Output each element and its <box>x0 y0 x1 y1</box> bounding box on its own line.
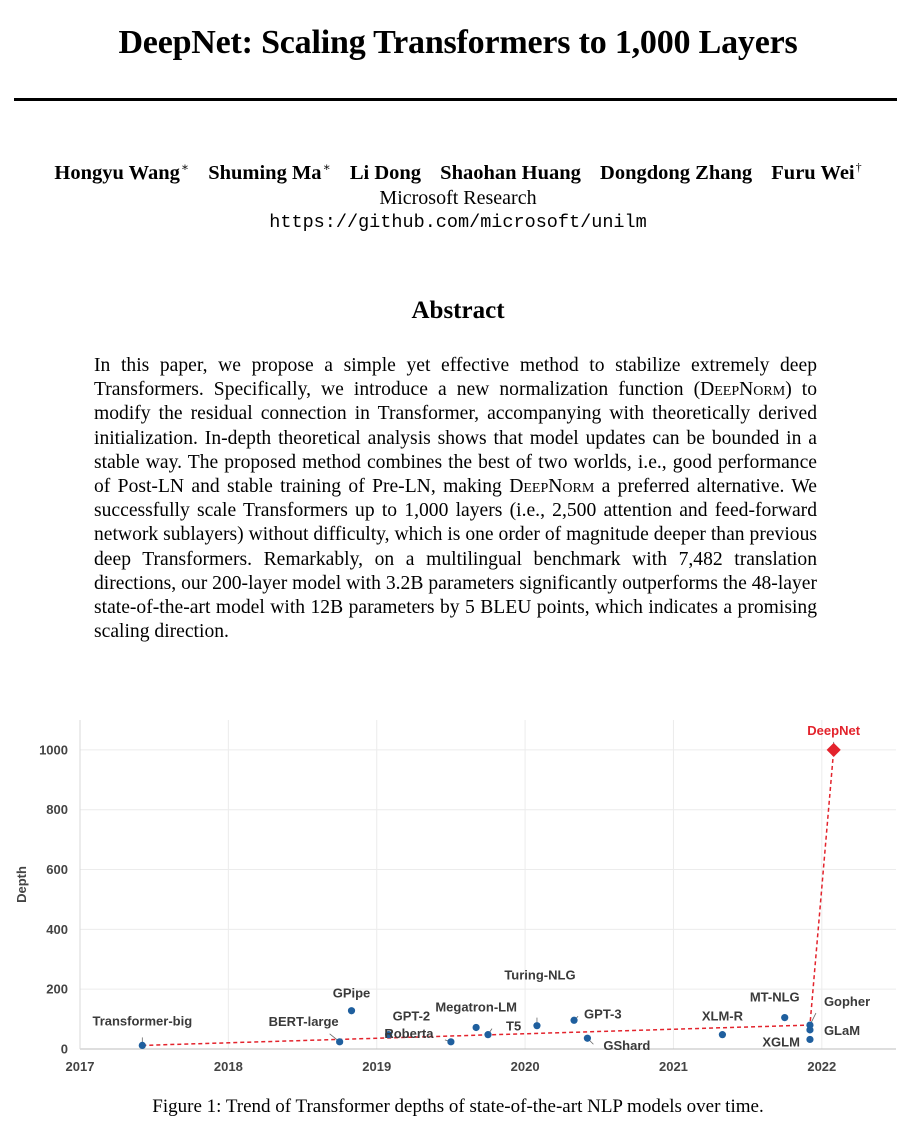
model-label: Roberta <box>384 1025 434 1041</box>
model-point <box>781 1014 788 1021</box>
model-point <box>348 1007 355 1014</box>
y-tick-label: 1000 <box>39 742 68 758</box>
author: Hongyu Wang∗ <box>54 160 190 184</box>
model-label: T5 <box>506 1018 522 1034</box>
figure-caption: Figure 1: Trend of Transformer depths of state-of-the-art NLP models over time. <box>152 1096 764 1117</box>
author: Dongdong Zhang <box>600 161 753 184</box>
model-label: MT-NLG <box>749 989 800 1005</box>
model-label: GPipe <box>332 985 371 1001</box>
model-label: GPT-2 <box>392 1008 431 1024</box>
y-axis-label: Depth <box>14 866 29 903</box>
model-point <box>806 1026 813 1033</box>
model-label: XGLM <box>762 1034 800 1050</box>
model-label: Gopher <box>823 994 871 1010</box>
model-point <box>484 1031 491 1038</box>
author: Li Dong <box>349 161 422 184</box>
model-label: Turing-NLG <box>504 967 576 983</box>
abstract-text: In this paper, we propose a simple yet effective method to stabilize extremely deep Transformers. Specifically, we introduce a new normalization function (DeepNorm) to modify the residual connection in Transformer, accompanying with theoretically derived initialization. In-depth theoretical analysis shows that model updates can be bounded in a stable way. The proposed method combines the best of two worlds, i.e., good performance of Post-LN and stable training of Pre-LN, making DeepNorm a preferred alternative. We successfully scale Transformers up to 1,000 layers (i.e., 2,500 attention and feed-forward network sublayers) without difficulty, which is one order of magnitude deeper than previous deep Transformers. Remarkably, on a multilingual benchmark with 7,482 translation directions, our 200-layer model with 3.2B parameters significantly outperforms the 48-layer state-of-the-art model with 12B parameters by 5 BLEU points, which indicates a promising scaling direction. <box>94 355 818 643</box>
y-tick-label: 200 <box>46 981 68 997</box>
abstract-heading: Abstract <box>411 297 505 324</box>
y-tick-label: 400 <box>46 921 68 937</box>
author: Shaohan Huang <box>440 161 581 184</box>
model-point <box>139 1042 146 1049</box>
model-point <box>473 1024 480 1031</box>
author: Shuming Ma∗ <box>208 160 331 184</box>
model-point <box>533 1022 540 1029</box>
y-tick-label: 600 <box>46 862 68 878</box>
model-point <box>336 1038 343 1045</box>
x-tick-label: 2020 <box>510 1059 540 1074</box>
model-label: GLaM <box>823 1022 861 1038</box>
title-rule <box>14 98 897 101</box>
deepnorm-term: DeepNorm <box>509 476 595 498</box>
x-tick-label: 2021 <box>658 1059 688 1074</box>
model-point <box>570 1017 577 1024</box>
y-tick-label: 800 <box>46 802 68 818</box>
model-point <box>447 1038 454 1045</box>
x-tick-label: 2019 <box>362 1059 392 1074</box>
depth-trend-chart <box>0 706 916 1091</box>
model-point <box>719 1031 726 1038</box>
deepnet-label: DeepNet <box>807 722 861 738</box>
x-tick-label: 2018 <box>213 1059 243 1074</box>
model-label: Megatron-LM <box>435 999 517 1015</box>
author: Furu Wei† <box>771 160 862 184</box>
model-label: XLM-R <box>701 1008 744 1024</box>
model-label: Transformer-big <box>92 1013 193 1029</box>
repository-link[interactable]: https://github.com/microsoft/unilm <box>269 212 647 233</box>
model-label: BERT-large <box>268 1013 339 1029</box>
deepnorm-term: DeepNorm <box>700 379 786 401</box>
x-tick-label: 2022 <box>807 1059 837 1074</box>
x-tick-label: 2017 <box>65 1059 95 1074</box>
affiliation: Microsoft Research <box>379 187 537 209</box>
model-label: GPT-3 <box>584 1006 622 1022</box>
model-point <box>584 1035 591 1042</box>
author-list <box>0 160 916 185</box>
paper-title: DeepNet: Scaling Transformers to 1,000 Layers <box>118 24 798 61</box>
model-label: GShard <box>603 1038 651 1054</box>
y-tick-label: 0 <box>60 1041 68 1057</box>
model-point <box>806 1036 813 1043</box>
